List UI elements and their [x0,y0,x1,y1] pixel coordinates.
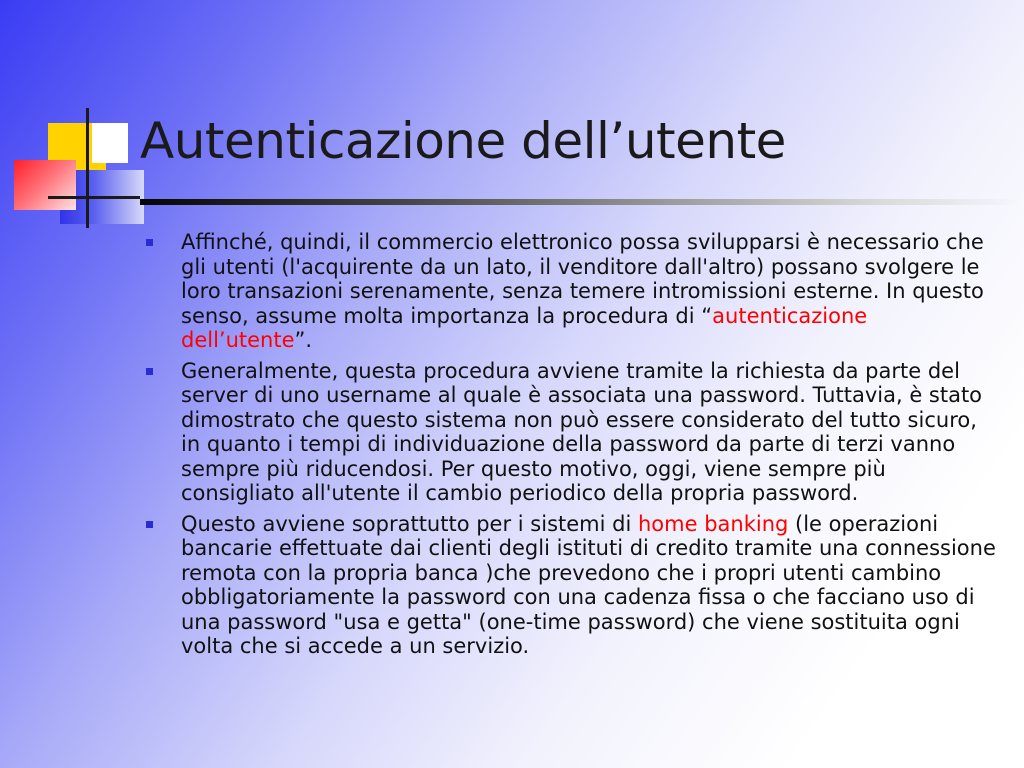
slide-title: Autenticazione dell’utente [140,112,786,170]
bullet-text: Generalmente, questa procedura avviene tramite la richiesta da parte del server di uno username al quale è associata una password. Tuttavia, è stato dimostrato che questo sistema non può essere considerato del tutto sicuro, in quanto i tempi di individuazione della password da parte di terzi vanno sempre più riducendosi. Per questo motivo, oggi, viene sempre più consigliato all'utente il cambio periodico della propria password. [181,358,983,505]
bullet-text-end: (le operazioni bancarie effettuate dai clienti degli istituti di credito tramite una connessione remota con la propria banca )che prevedono che i propri utenti cambino obbligatoriamente la password con una cadenza fissa o che facciano uso di una password "usa e getta" (one-time password) che viene sostituita ogni volta che si accede a un servizio. [181,511,996,658]
title-underline [140,199,1020,205]
bullet-square-icon [146,239,153,246]
bullet-text-end: ”. [294,328,313,352]
bullet-list [146,230,996,665]
decor-white-square [92,123,128,163]
decor-vertical-line [86,108,89,228]
highlighted-term: home banking [637,511,789,536]
highlighted-term: autenticazione dell’utente [181,303,868,352]
bullet-item [146,512,996,659]
decor-horizontal-line [48,196,140,199]
bullet-square-icon [146,368,153,375]
bullet-square-icon [146,521,153,528]
bullet-item [146,359,996,506]
bullet-item [146,230,996,353]
bullet-text: Affinché, quindi, il commercio elettronico possa svilupparsi è necessario che gli utenti (l'acquirente da un lato, il venditore dall'altro) possano svolgere le loro transazioni serenamente, senza temere intromissioni esterne. In questo senso, assume molta importanza la procedura di “ [181,230,984,328]
decor-red-square [14,160,76,210]
bullet-text: Questo avviene soprattutto per i sistemi di [181,511,638,536]
